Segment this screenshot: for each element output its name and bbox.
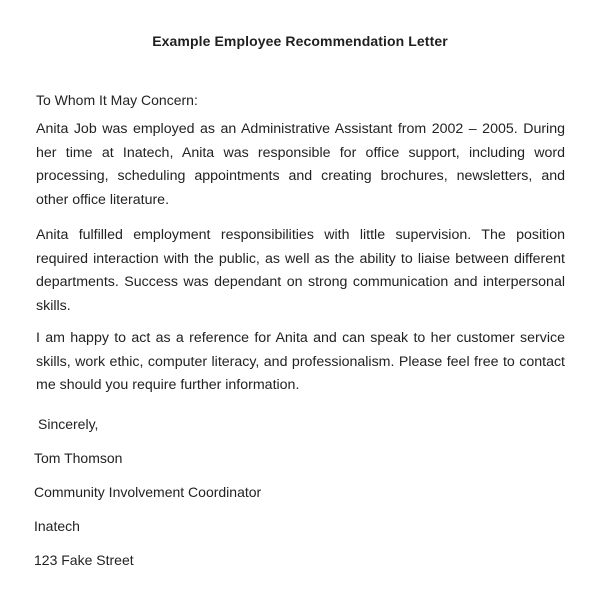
salutation: To Whom It May Concern:	[36, 92, 198, 108]
paragraph-responsibilities: Anita fulfilled employment responsibilities with little supervision. The position required interaction with the public, as well as the ability to liaise between different departments. Success was dependant on strong communication and interpersonal skills.	[36, 227, 565, 314]
signer-company: Inatech	[34, 518, 80, 534]
signer-street: 123 Fake Street	[34, 552, 134, 568]
closing: Sincerely,	[38, 416, 99, 432]
paragraph-reference: I am happy to act as a reference for Anita and can speak to her customer service skills, work ethic, computer literacy, and professionalism. Please feel free to contact me should you require further information.	[36, 330, 565, 393]
letter-title: Example Employee Recommendation Letter	[152, 33, 448, 49]
signer-name: Tom Thomson	[34, 450, 123, 466]
paragraph-employment: Anita Job was employed as an Administrative Assistant from 2002 – 2005. During her time at Inatech, Anita was responsible for office support, including word processing, scheduling appointments and creating brochures, newsletters, and other office literature.	[36, 121, 565, 208]
signer-title: Community Involvement Coordinator	[34, 484, 262, 500]
